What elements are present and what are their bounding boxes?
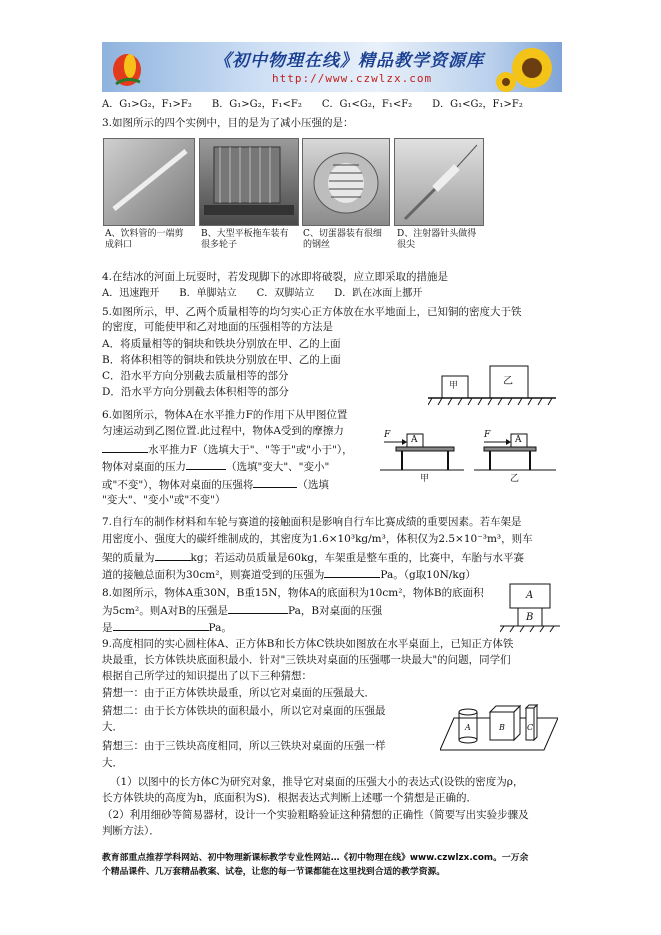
q3-photo-trailer [199, 138, 299, 226]
q9-part-1b: 长方体铁块的高度为h，底面积为S)．根据表达式判断上述哪一个猜想是正确的． [102, 792, 478, 804]
q6-blank-2[interactable] [186, 458, 226, 470]
footer-line-1: 教育部重点推荐学科网站、初中物理新课标教学专业性网站…《初中物理在线》www.czwlzx.com。一万余 [102, 853, 529, 863]
q5-option-a: A．将质量相等的铜块和铁块分别放在甲、乙的上面 [102, 338, 341, 350]
q6-fig-jia: 甲 [420, 474, 430, 484]
q9-fig-c: C [527, 723, 534, 732]
q7-line-1: 7.自行车的制作材料和车轮与赛道的接触面积是影响自行车比赛成绩的重要因素。若车架是 [102, 516, 522, 528]
q8-fig-b: B [526, 612, 534, 623]
q8-blank-2[interactable] [113, 619, 209, 631]
q9-part-2b: 判断方法）． [102, 825, 160, 837]
q4-options: A．迅速跑开 B．单脚站立 C．双脚站立 D．趴在冰面上挪开 [102, 288, 423, 299]
q8-line-3: 是 Pa。 [102, 619, 232, 636]
q9-guess-1: 猜想一：由于正方体铁块最重，所以它对桌面的压强最大． [102, 687, 375, 699]
q6-fig-yi: 乙 [510, 474, 520, 484]
q9-line-3: 根据自己所学过的知识提出了以下三种猜想： [102, 670, 312, 682]
q6-line-5: 或"不变"），物体对桌面的压强将 （选填 [102, 476, 329, 493]
q9-fig-a: A [465, 723, 471, 732]
q3-caption-a: A、饮料管的一端剪成斜口 [105, 229, 184, 250]
q8-blank-1[interactable] [228, 602, 288, 614]
q6-blank-3[interactable] [253, 476, 297, 488]
q5-option-c: C．沿水平方向分别截去质量相等的部分 [102, 370, 289, 382]
q5-stem-2: 的密度，可能使甲和乙对地面的压强相等的方法是 [102, 321, 333, 333]
q5-label-jia: 甲 [449, 381, 459, 391]
footer-line-2: 个精品课件、几万套精品教案、试卷，让您的每一节课都能在这里找到合适的教学资源。 [102, 867, 446, 877]
q9-part-2a: （2）利用细砂等简易器材，设计一个实验粗略验证这种猜想的正确性（简要写出实验步骤及 [102, 809, 529, 821]
q4-stem: 4.在结冰的河面上玩耍时，若发现脚下的冰即将破裂，应立即采取的措施是 [102, 271, 449, 283]
q9-line-2: 块最重，长方体铁块底面积最小．针对"三铁块对桌面的压强哪一块最大"的问题，同学们 [102, 654, 511, 666]
q5-option-b: B．将体积相等的铜块和铁块分别放在甲、乙的上面 [102, 354, 341, 366]
q6-line-2: 匀速运动到乙图位置.此过程中，物体A受到的摩擦力 [102, 425, 344, 437]
q3-photo-straw [103, 138, 195, 226]
header-banner [102, 42, 562, 92]
q9-part-1a: （1）以图中的长方体C为研究对象，推导它对桌面的压强大小的表达式(设铁的密度为ρ， [110, 776, 524, 788]
q5-figure [428, 360, 558, 410]
q7-blank-1[interactable] [155, 549, 191, 561]
q9-fig-b: B [499, 723, 505, 732]
q9-guess-3a: 猜想三：由于三铁块高度相同，所以三铁块对桌面的压强一样 [102, 740, 386, 752]
q9-line-1: 9.高度相同的实心圆柱体A、正方体B和长方体C铁块如图放在水平桌面上，已知正方体铁 [102, 638, 514, 650]
q6-figure [380, 428, 560, 488]
q6-line-3: 水平推力F（选填大于"、"等于"或"小于"）， [102, 441, 353, 458]
q6-fig-f1: F [384, 430, 391, 440]
q7-blank-2[interactable] [324, 566, 380, 578]
q8-figure [500, 580, 560, 642]
sunflower-icon [494, 42, 562, 92]
q8-fig-a: A [526, 590, 534, 601]
q3-stem: 3.如图所示的四个实例中，目的是为了减小压强的是： [102, 117, 354, 129]
q6-line-1: 6.如图所示，物体A在水平推力F的作用下从甲图位置 [102, 409, 348, 421]
q9-guess-2b: 大． [102, 721, 123, 733]
q9-guess-3b: 大． [102, 757, 123, 769]
q3-caption-d: D、注射器针头做得很尖 [397, 229, 477, 250]
q5-label-yi: 乙 [503, 376, 513, 387]
banner-url[interactable]: http://www.czwlzx.com [272, 72, 433, 85]
q3-caption-c: C、切蛋器装有很细的钢丝 [303, 229, 382, 250]
q6-fig-a2: A [515, 435, 522, 445]
q6-line-4: 物体对桌面的压力 （选填"变大"、"变小" [102, 458, 329, 475]
q6-fig-a1: A [411, 435, 418, 445]
q9-figure [440, 700, 558, 754]
q3-caption-b: B、大型平板拖车装有很多轮子 [201, 229, 289, 250]
q7-line-3: 架的质量为 kg；若运动员质量是60kg，车架重是整车重的，比赛中，车胎与水平赛 [102, 549, 524, 566]
q8-line-2: 为5cm²。则A对B的压强是 Pa，B对桌面的压强 [102, 602, 382, 619]
banner-title: 《初中物理在线》精品教学资源库 [214, 51, 484, 71]
q6-fig-f2: F [484, 430, 491, 440]
q2-options: A．G₁>G₂，F₁>F₂ B．G₁>G₂，F₁<F₂ C．G₁<G₂，F₁<F₂ D．G₁<G₂，F₁>F₂ [102, 99, 523, 110]
q3-photo-syringe [394, 138, 484, 226]
q9-guess-2a: 猜想二：由于长方体铁块的面积最小，所以它对桌面的压强最 [102, 705, 386, 717]
q5-option-d: D．沿水平方向分别截去体积相等的部分 [102, 386, 289, 398]
q3-photo-egg-cutter [302, 138, 390, 226]
q7-line-2: 用密度小、强度大的碳纤维制成的，其密度为1.6×10³kg/m³，体积仅为2.5×10⁻³m³，则车 [102, 533, 533, 545]
q6-line-6: "变大"、"变小"或"不变"） [102, 494, 226, 506]
q5-stem-1: 5.如图所示，甲、乙两个质量相等的均匀实心正方体放在水平地面上，已知铜的密度大于铁 [102, 306, 522, 318]
q7-line-4: 道的接触总面积为30cm²，则赛道受到的压强为 Pa。（g取10N/kg） [102, 566, 476, 583]
q6-blank-1[interactable] [102, 441, 148, 453]
q8-line-1: 8.如图所示，物体A重30N，B重15N，物体A的底面积为10cm²，物体B的底面积 [102, 587, 484, 599]
logo-icon [106, 46, 148, 88]
